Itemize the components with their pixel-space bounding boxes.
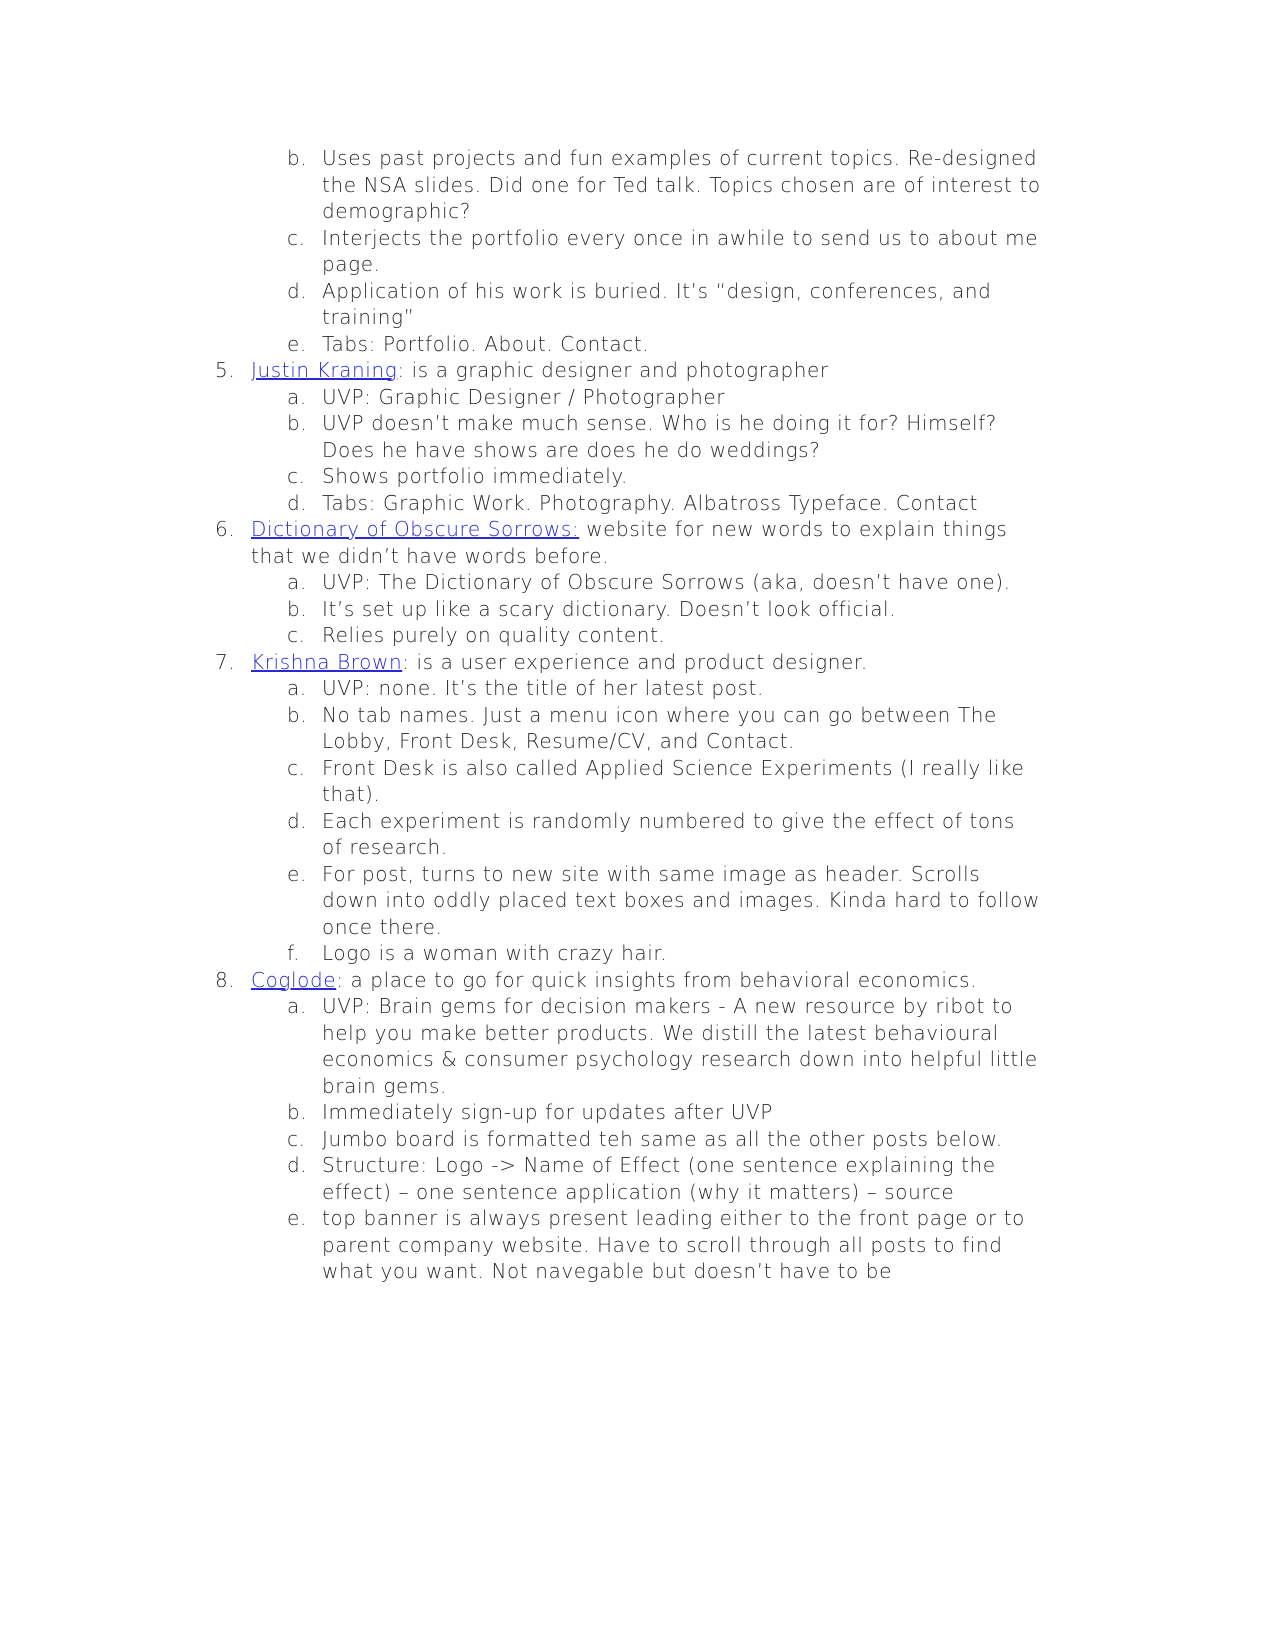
subitem-letter: a.	[287, 570, 307, 594]
list-subitem	[0, 861, 1275, 941]
subitem-letter: b.	[287, 146, 308, 170]
subitem-text: No tab names. Just a menu icon where you can go between The Lobby, Front Desk, Resume/CV, and Contact.	[322, 702, 997, 753]
subitem-letter: f.	[287, 941, 301, 965]
list-subitem	[0, 993, 1275, 1099]
list-subitem	[0, 569, 1275, 596]
list-subitem	[0, 1205, 1275, 1285]
list-item-dictionary-of-obscure-sorrows	[0, 516, 1275, 649]
item-heading	[251, 357, 1051, 384]
subitem-letter: e.	[287, 861, 307, 886]
list-subitem	[0, 463, 1275, 490]
item-heading	[251, 967, 1051, 994]
list-subitem	[0, 225, 1275, 278]
subitem-text: UVP: none. It’s the title of her latest post.	[322, 676, 764, 700]
subitem-text: Tabs: Portfolio. About. Contact.	[322, 331, 650, 356]
list-subitem	[0, 755, 1275, 808]
subitem-letter: b.	[287, 1100, 308, 1124]
subitem-letter: c.	[287, 464, 306, 488]
item-heading	[251, 516, 1051, 569]
list-subitem	[0, 808, 1275, 861]
subitem-letter: e.	[287, 331, 307, 356]
item-heading	[251, 649, 1051, 676]
subitem-letter: a.	[287, 676, 307, 700]
subitem-text: Application of his work is buried. It’s “design, conferences, and training”	[322, 278, 992, 329]
list-item-justin-kraning	[0, 357, 1275, 516]
subitem-text: Relies purely on quality content.	[322, 623, 666, 647]
item-description: website for new words to explain things that we didn’t have words before.	[251, 517, 1008, 568]
document-page	[0, 145, 1275, 1285]
subitem-text: Logo is a woman with crazy hair.	[322, 941, 668, 965]
subitem-letter: d.	[287, 808, 308, 833]
subitem-text: UVP: The Dictionary of Obscure Sorrows (aka, doesn’t have one).	[322, 570, 1011, 594]
subitem-letter: c.	[287, 225, 306, 250]
justin-kraning-link[interactable]: Justin Kraning	[251, 358, 398, 382]
item-description: : is a user experience and product designer.	[402, 649, 868, 674]
item-number: 5.	[215, 358, 236, 382]
subitem-letter: a.	[287, 384, 307, 409]
list-subitem	[0, 1126, 1275, 1153]
item-number: 6.	[215, 517, 236, 541]
subitem-text: Tabs: Graphic Work. Photography. Albatross Typeface. Contact	[322, 490, 978, 515]
subitem-letter: d.	[287, 490, 308, 515]
subitem-letter: c.	[287, 1126, 306, 1151]
list-subitem	[0, 145, 1275, 225]
subitem-text: UVP: Brain gems for decision makers - A new resource by ribot to help you make better products. We distill the latest behavioural economics & consumer psychology research down into helpful little brain gems.	[322, 994, 1038, 1098]
list-item-coglode	[0, 967, 1275, 1285]
subitem-letter: d.	[287, 1153, 308, 1177]
subitem-letter: b.	[287, 596, 308, 621]
list-subitem	[0, 1152, 1275, 1205]
subitem-text: top banner is always present leading either to the front page or to parent company website. Have to scroll through all posts to find what you want. Not navegable but doesn’t have to be	[322, 1206, 1026, 1283]
list-subitem	[0, 702, 1275, 755]
list-item-krishna-brown	[0, 649, 1275, 967]
subitem-letter: c.	[287, 755, 306, 780]
subitem-text: Immediately sign-up for updates after UVP	[322, 1100, 773, 1124]
subitem-letter: c.	[287, 623, 306, 647]
item-number: 7.	[215, 649, 236, 674]
subitem-letter: b.	[287, 411, 308, 435]
list-subitem	[0, 675, 1275, 702]
subitem-text: UVP: Graphic Designer / Photographer	[322, 384, 726, 409]
list-subitem	[0, 384, 1275, 411]
subitem-text: Uses past projects and fun examples of current topics. Re-designed the NSA slides. Did one for Ted talk. Topics chosen are of interest to demographic?	[322, 146, 1041, 223]
coglode-link[interactable]: Coglode	[251, 967, 337, 992]
list-subitem	[0, 622, 1275, 649]
list-subitem	[0, 940, 1275, 967]
list-subitem	[0, 278, 1275, 331]
subitem-text: It’s set up like a scary dictionary. Doesn’t look official.	[322, 596, 897, 621]
subitem-text: Structure: Logo -> Name of Effect (one sentence explaining the effect) – one sentence application (why it matters) – source	[322, 1153, 996, 1204]
continued-sublist	[0, 145, 1275, 357]
item-number: 8.	[215, 967, 236, 992]
item-description: : a place to go for quick insights from behavioral economics.	[336, 967, 978, 992]
subitem-text: Interjects the portfolio every once in awhile to send us to about me page.	[322, 225, 1039, 276]
subitem-text: Jumbo board is formatted teh same as all the other posts below.	[322, 1126, 1003, 1151]
list-subitem	[0, 596, 1275, 623]
subitem-letter: b.	[287, 702, 308, 727]
subitem-text: UVP doesn’t make much sense. Who is he doing it for? Himself? Does he have shows are does he do weddings?	[322, 411, 998, 462]
subitem-text: Shows portfolio immediately.	[322, 464, 628, 488]
subitem-letter: e.	[287, 1206, 307, 1230]
subitem-text: For post, turns to new site with same image as header. Scrolls down into oddly placed text boxes and images. Kinda hard to follow once there.	[322, 861, 1040, 939]
subitem-text: Front Desk is also called Applied Science Experiments (I really like that).	[322, 755, 1025, 806]
subitem-letter: a.	[287, 994, 307, 1018]
item-description: : is a graphic designer and photographer	[397, 358, 829, 382]
list-subitem	[0, 490, 1275, 517]
list-subitem	[0, 410, 1275, 463]
dictionary-of-obscure-sorrows-link[interactable]: Dictionary of Obscure Sorrows:	[251, 517, 580, 541]
krishna-brown-link[interactable]: Krishna Brown	[251, 649, 403, 674]
list-subitem	[0, 1099, 1275, 1126]
list-subitem	[0, 331, 1275, 358]
subitem-letter: d.	[287, 278, 308, 303]
subitem-text: Each experiment is randomly numbered to give the effect of tons of research.	[322, 808, 1015, 859]
